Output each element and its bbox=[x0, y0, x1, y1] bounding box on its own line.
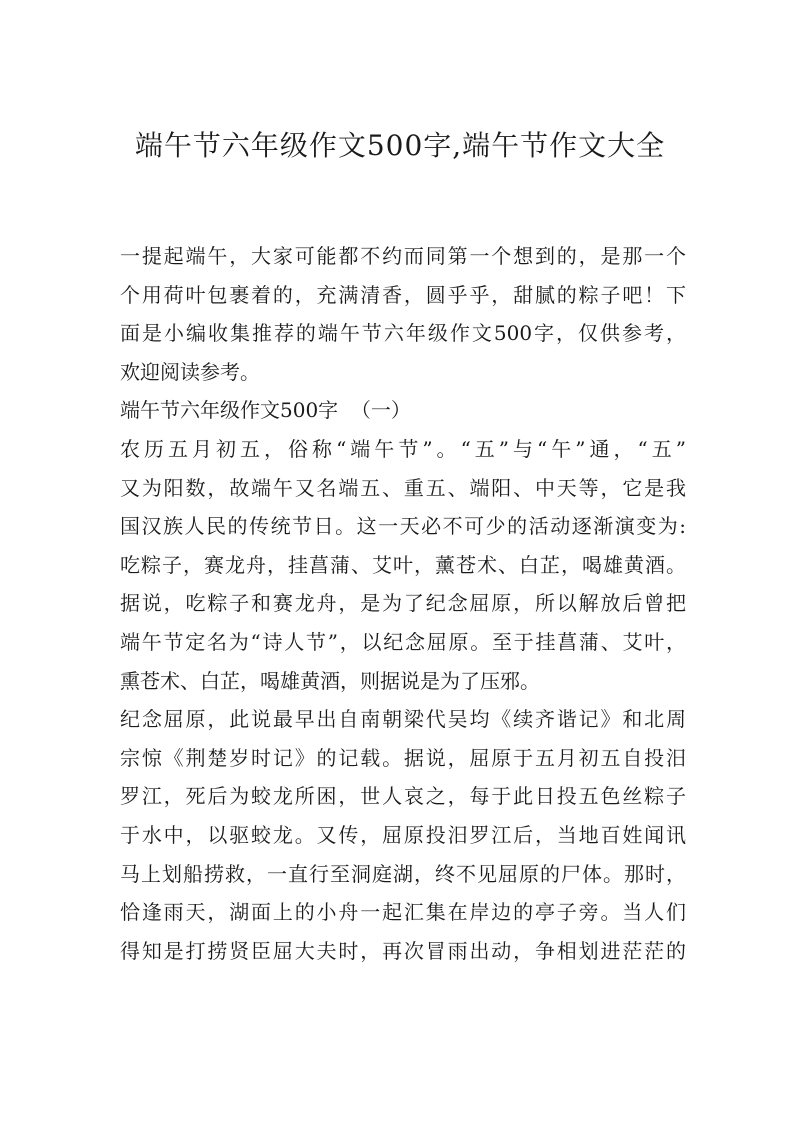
text-line: 据说，吃粽子和赛龙舟，是为了纪念屈原，所以解放后曾把 bbox=[120, 591, 686, 616]
paragraph-quyuan bbox=[120, 700, 686, 970]
text-line: 面是小编收集推荐的端午节六年级作文500字，仅供参考， bbox=[120, 321, 686, 346]
document-body bbox=[120, 237, 686, 970]
paragraph-origin bbox=[120, 430, 686, 700]
text-line: 一提起端午，大家可能都不约而同第一个想到的，是那一个 bbox=[120, 244, 686, 268]
text-line: 于水中，以驱蛟龙。又传，屈原投汨罗江后，当地百姓闻讯 bbox=[120, 822, 686, 847]
text-line: 宗惊《荆楚岁时记》的记载。据说，屈原于五月初五自投汨 bbox=[120, 745, 686, 770]
paragraph-intro bbox=[120, 237, 686, 391]
text-line: 个用荷叶包裹着的，充满清香，圆乎乎，甜腻的粽子吧！下 bbox=[120, 282, 686, 307]
text-line: 吃粽子，赛龙舟，挂菖蒲、艾叶，薰苍术、白芷，喝雄黄酒。 bbox=[120, 552, 686, 577]
text-line: 纪念屈原，此说最早出自南朝梁代吴均《续齐谐记》和北周 bbox=[120, 707, 686, 732]
text-line: 农历五月初五，俗称“端午节”。“五”与“午”通，“五” bbox=[120, 436, 686, 461]
document-title: 端午节六年级作文500字,端午节作文大全 bbox=[134, 129, 666, 162]
text-line: 端午节定名为“诗人节”，以纪念屈原。至于挂菖蒲、艾叶， bbox=[120, 629, 686, 654]
text-line: 马上划船捞救，一直行至洞庭湖，终不见屈原的尸体。那时， bbox=[120, 861, 686, 886]
text-line: 得知是打捞贤臣屈大夫时，再次冒雨出动，争相划进茫茫的 bbox=[120, 938, 686, 963]
text-line: 恰逢雨天，湖面上的小舟一起汇集在岸边的亭子旁。当人们 bbox=[120, 900, 686, 925]
text-line: 罗江，死后为蛟龙所困，世人哀之，每于此日投五色丝粽子 bbox=[120, 784, 686, 809]
text-line: 国汉族人民的传统节日。这一天必不可少的活动逐渐演变为: bbox=[120, 514, 686, 539]
section-heading bbox=[120, 391, 686, 430]
text-line: 端午节六年级作文500字 （一） bbox=[120, 398, 411, 423]
text-line: 欢迎阅读参考。 bbox=[120, 359, 260, 384]
text-line: 又为阳数，故端午又名端五、重五、端阳、中天等，它是我 bbox=[120, 475, 686, 500]
text-line: 熏苍术、白芷，喝雄黄酒，则据说是为了压邪。 bbox=[120, 668, 540, 693]
